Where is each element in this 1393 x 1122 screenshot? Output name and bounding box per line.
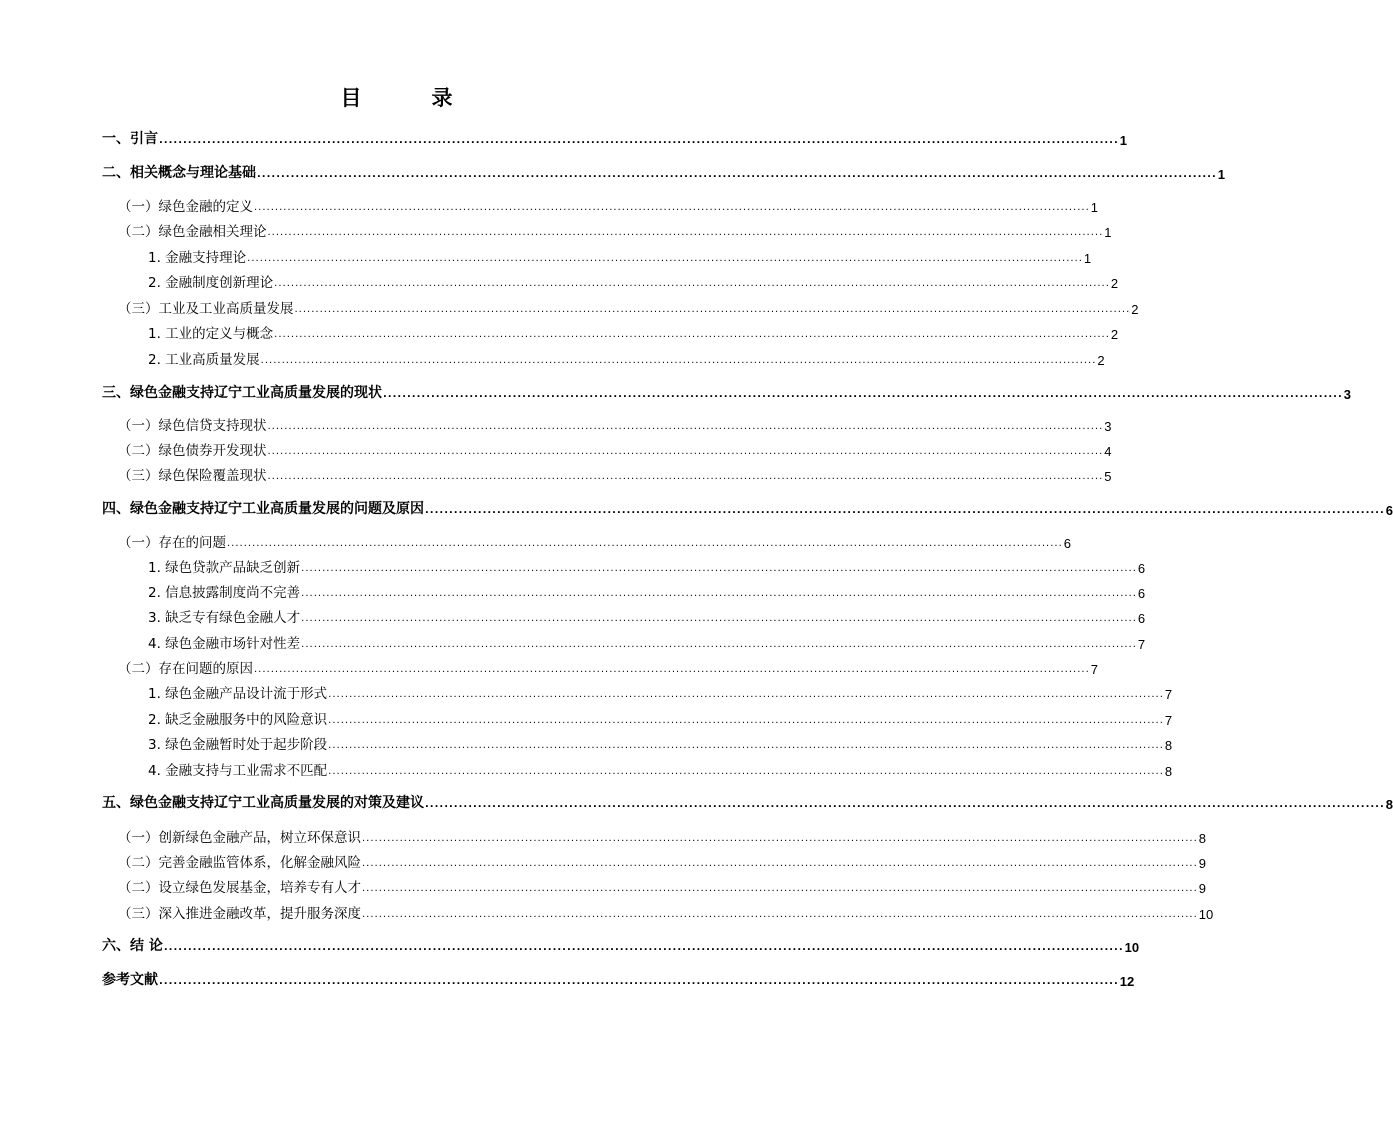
toc-leader-dots: ........................................................................................................................................................................................................: [294, 304, 1131, 315]
toc-entry-page-number: 2: [1110, 327, 1119, 342]
toc-entry-page-number: 8: [1385, 797, 1393, 812]
toc-entry-label: 2. 缺乏金融服务中的风险意识: [148, 712, 328, 728]
toc-entry-page-number: 1: [1104, 225, 1112, 240]
toc-entry-label: 2. 金融制度创新理论: [148, 275, 274, 291]
toc-entry-page-number: 7: [1090, 662, 1098, 677]
toc-entry-label: 3. 缺乏专有绿色金融人才: [148, 610, 301, 626]
toc-entry-label: 六、结 论: [102, 938, 163, 954]
toc-leader-dots: ........................................................................................................................................................................................................: [247, 253, 1083, 264]
toc-entry[interactable]: [102, 706, 1173, 728]
toc-entry-page-number: 6: [1137, 611, 1146, 626]
toc-leader-dots: ........................................................................................................................................................................................................: [254, 202, 1090, 213]
toc-entry[interactable]: [102, 244, 1092, 266]
toc-entry-label: 四、绿色金融支持辽宁工业高质量发展的问题及原因: [102, 501, 424, 517]
toc-entry-label: 五、绿色金融支持辽宁工业高质量发展的对策及建议: [102, 795, 424, 811]
toc-entry-label: 一、引言: [102, 131, 158, 147]
toc-entry[interactable]: [102, 731, 1173, 753]
toc-entry-page-number: 2: [1110, 276, 1119, 291]
toc-entry[interactable]: [102, 126, 1127, 148]
toc-leader-dots: ........................................................................................................................................................................................................: [362, 858, 1198, 869]
toc-entry-label: （二）完善金融监管体系，化解金融风险: [118, 855, 361, 871]
toc-entry-page-number: 8: [1198, 831, 1206, 846]
toc-entry-label: （一）存在的问题: [118, 535, 226, 551]
toc-leader-dots: ........................................................................................................................................................................................................: [274, 278, 1110, 289]
toc-leader-dots: ........................................................................................................................................................................................................: [163, 942, 1124, 953]
toc-entry-label: 4. 绿色金融市场针对性差: [148, 636, 301, 652]
toc-entry-page-number: 1: [1119, 133, 1127, 148]
toc-entry-label: 二、相关概念与理论基础: [102, 165, 256, 181]
toc-leader-dots: ........................................................................................................................................................................................................: [301, 588, 1137, 599]
toc-entry-label: （二）设立绿色发展基金，培养专有人才: [118, 880, 361, 896]
toc-entry[interactable]: [102, 680, 1173, 702]
toc-entry[interactable]: [102, 412, 1112, 434]
toc-leader-dots: ........................................................................................................................................................................................................: [328, 689, 1164, 700]
toc-entry[interactable]: [102, 295, 1139, 317]
toc-entry[interactable]: [102, 655, 1098, 677]
toc-entry-page-number: 6: [1063, 536, 1071, 551]
toc-entry[interactable]: [102, 218, 1112, 240]
toc-entry[interactable]: [102, 496, 1393, 518]
toc-leader-dots: ........................................................................................................................................................................................................: [254, 664, 1090, 675]
toc-entry-label: （二）绿色债券开发现状: [118, 443, 267, 459]
toc-entry-page-number: 1: [1090, 200, 1098, 215]
toc-entry[interactable]: [102, 900, 1214, 922]
toc-leader-dots: ........................................................................................................................................................................................................: [362, 909, 1198, 920]
toc-entry-page-number: 7: [1164, 713, 1173, 728]
toc-leader-dots: ........................................................................................................................................................................................................: [425, 799, 1385, 810]
toc-entry[interactable]: [102, 630, 1146, 652]
toc-entry[interactable]: [102, 193, 1098, 215]
toc-entry-page-number: 7: [1137, 637, 1146, 652]
toc-entry-page-number: 9: [1198, 856, 1206, 871]
toc-entry[interactable]: [102, 437, 1112, 459]
toc-entry-label: 三、绿色金融支持辽宁工业高质量发展的现状: [102, 385, 382, 401]
toc-entry-page-number: 1: [1083, 251, 1092, 266]
toc-entry-page-number: 12: [1119, 974, 1135, 989]
toc-entry-page-number: 5: [1104, 469, 1112, 484]
toc-entry[interactable]: [102, 967, 1135, 989]
toc-entry-label: 4. 金融支持与工业需求不匹配: [148, 763, 328, 779]
toc-title-part1: 目: [340, 86, 362, 110]
toc-entry-label: （一）创新绿色金融产品，树立环保意识: [118, 830, 361, 846]
toc-entry[interactable]: [102, 874, 1206, 896]
toc-entry-label: 1. 金融支持理论: [148, 250, 247, 266]
toc-entry-label: （三）绿色保险覆盖现状: [118, 468, 267, 484]
toc-entry[interactable]: [102, 757, 1173, 779]
toc-leader-dots: ........................................................................................................................................................................................................: [257, 169, 1217, 180]
toc-entry-label: （一）绿色信贷支持现状: [118, 418, 267, 434]
toc-entry-page-number: 2: [1097, 353, 1105, 368]
toc-leader-dots: ........................................................................................................................................................................................................: [425, 505, 1385, 516]
toc-entry-page-number: 6: [1385, 503, 1393, 518]
toc-leader-dots: ........................................................................................................................................................................................................: [267, 227, 1104, 238]
toc-entry-page-number: 1: [1217, 167, 1225, 182]
toc-entry[interactable]: [102, 160, 1225, 182]
toc-entry-page-number: 7: [1164, 687, 1173, 702]
toc-entry-label: 参考文献: [102, 972, 158, 988]
toc-entry[interactable]: [102, 462, 1112, 484]
toc-leader-dots: ........................................................................................................................................................................................................: [227, 538, 1063, 549]
toc-entry[interactable]: [102, 380, 1351, 402]
toc-entry-label: （三）工业及工业高质量发展: [118, 301, 294, 317]
toc-leader-dots: ........................................................................................................................................................................................................: [301, 613, 1137, 624]
toc-entry-page-number: 4: [1104, 444, 1112, 459]
toc-entry-label: （二）存在问题的原因: [118, 661, 253, 677]
toc-leader-dots: ........................................................................................................................................................................................................: [267, 446, 1104, 457]
toc-leader-dots: ........................................................................................................................................................................................................: [383, 389, 1343, 400]
toc-entry-label: 3. 绿色金融暂时处于起步阶段: [148, 737, 328, 753]
toc-entry[interactable]: [102, 529, 1071, 551]
toc-entry[interactable]: [102, 320, 1119, 342]
toc-entry-page-number: 8: [1164, 764, 1173, 779]
toc-entry-page-number: 9: [1198, 881, 1206, 896]
toc-entry-label: 2. 工业高质量发展: [148, 352, 260, 368]
toc-entry-page-number: 10: [1198, 907, 1214, 922]
toc-leader-dots: ........................................................................................................................................................................................................: [267, 421, 1104, 432]
toc-leader-dots: ........................................................................................................................................................................................................: [159, 135, 1119, 146]
toc-leader-dots: ........................................................................................................................................................................................................: [159, 976, 1119, 987]
toc-title-part2: 录: [431, 86, 453, 110]
toc-leader-dots: ........................................................................................................................................................................................................: [328, 715, 1164, 726]
toc-entry-label: （一）绿色金融的定义: [118, 199, 253, 215]
toc-entry[interactable]: [102, 554, 1146, 576]
toc-entry-label: 1. 绿色贷款产品缺乏创新: [148, 560, 301, 576]
toc-entry-label: （二）绿色金融相关理论: [118, 224, 267, 240]
toc-entry[interactable]: [102, 269, 1119, 291]
toc-entry-page-number: 8: [1164, 738, 1173, 753]
toc-entry-label: 2. 信息披露制度尚不完善: [148, 585, 301, 601]
toc-entry-page-number: 6: [1137, 586, 1146, 601]
toc-leader-dots: ........................................................................................................................................................................................................: [274, 329, 1110, 340]
toc-leader-dots: ........................................................................................................................................................................................................: [328, 740, 1164, 751]
toc-entry[interactable]: [102, 579, 1146, 601]
toc-entry-page-number: 2: [1131, 302, 1139, 317]
toc-entry[interactable]: [102, 933, 1140, 955]
toc-entry[interactable]: [102, 849, 1206, 871]
toc-entry-label: 1. 工业的定义与概念: [148, 326, 274, 342]
toc-entry[interactable]: [102, 824, 1206, 846]
toc-leader-dots: ........................................................................................................................................................................................................: [267, 471, 1104, 482]
toc-leader-dots: ........................................................................................................................................................................................................: [362, 883, 1198, 894]
toc-entry[interactable]: [102, 346, 1105, 368]
toc-entry[interactable]: [102, 790, 1393, 812]
toc-entry-label: 1. 绿色金融产品设计流于形式: [148, 686, 328, 702]
toc-leader-dots: ........................................................................................................................................................................................................: [362, 833, 1198, 844]
toc-entry-page-number: 6: [1137, 561, 1146, 576]
toc-entry-page-number: 3: [1343, 387, 1351, 402]
toc-leader-dots: ........................................................................................................................................................................................................: [301, 639, 1137, 650]
toc-leader-dots: ........................................................................................................................................................................................................: [301, 563, 1137, 574]
toc-entry-page-number: 10: [1124, 940, 1140, 955]
toc-entry-label: （三）深入推进金融改革，提升服务深度: [118, 906, 361, 922]
toc-entry[interactable]: [102, 604, 1146, 626]
toc-leader-dots: ........................................................................................................................................................................................................: [328, 766, 1164, 777]
toc-title: [0, 82, 793, 112]
toc-leader-dots: ........................................................................................................................................................................................................: [260, 355, 1097, 366]
toc-entry-page-number: 3: [1104, 419, 1112, 434]
